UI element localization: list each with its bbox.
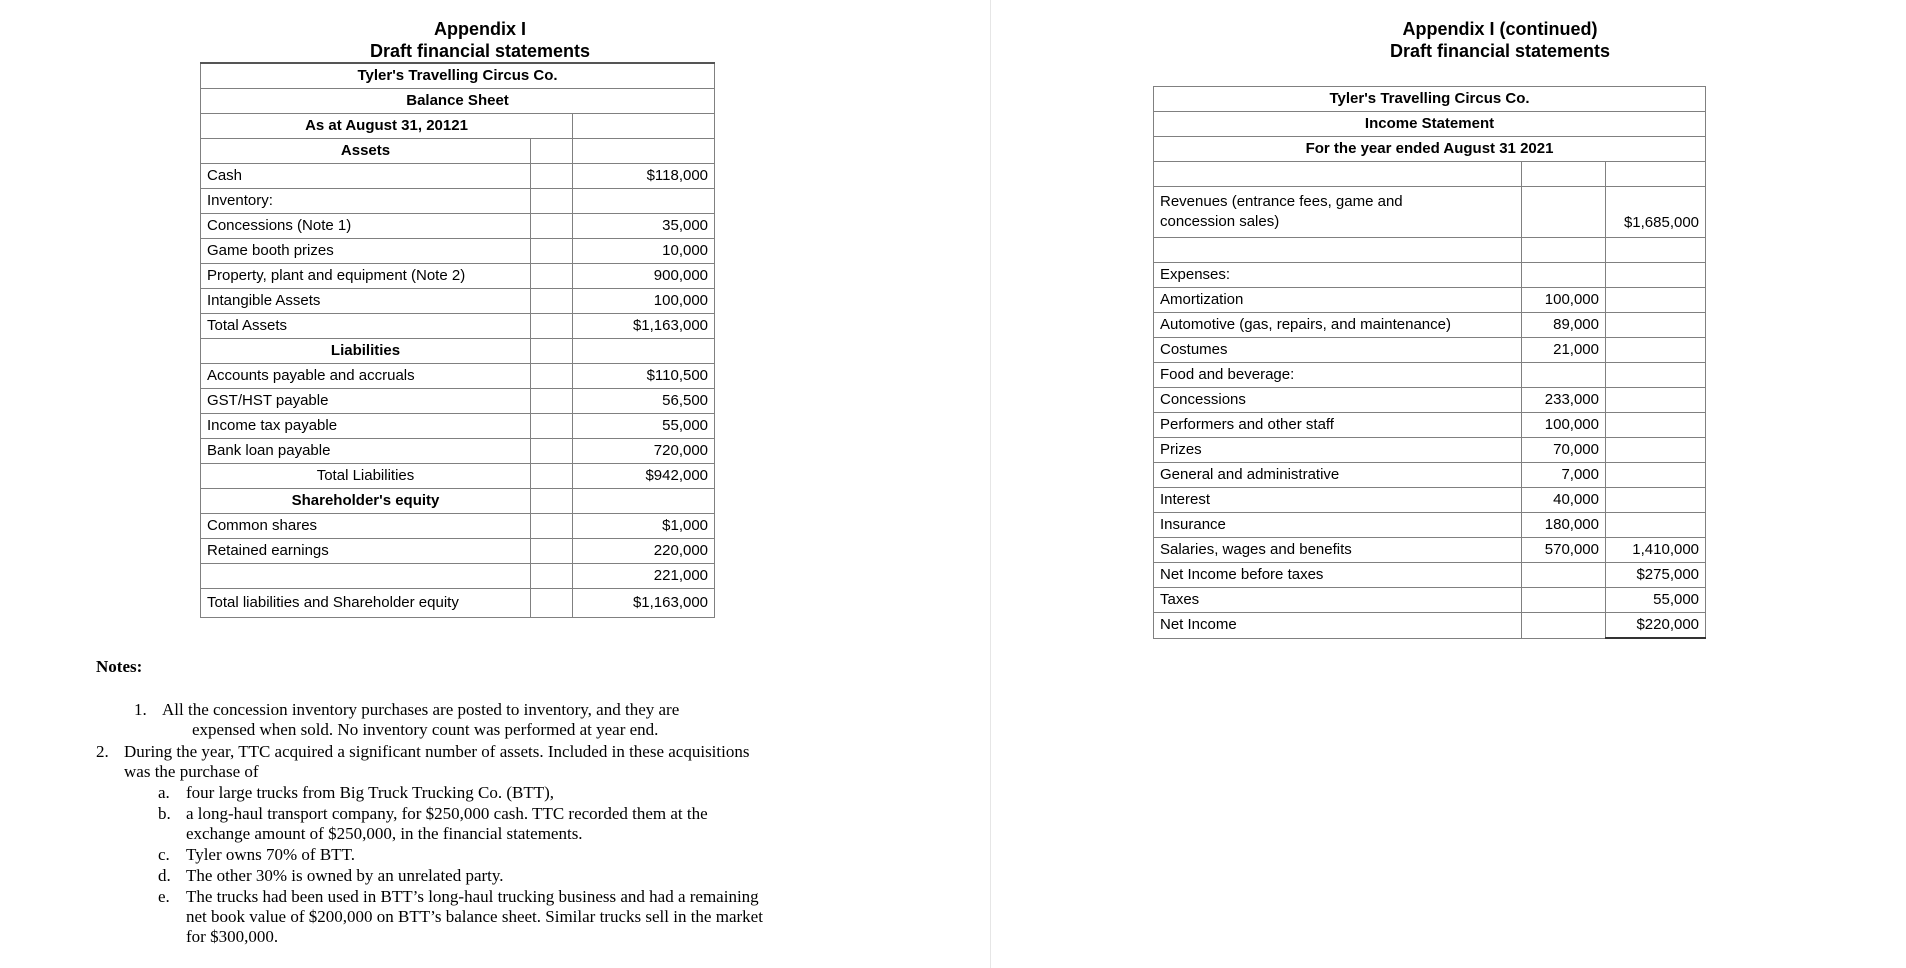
table-row: Cash $118,000 (201, 164, 715, 189)
table-row: Retained earnings 220,000 (201, 539, 715, 564)
table-row: GST/HST payable 56,500 (201, 389, 715, 414)
note-1-number: 1. (134, 700, 147, 719)
table-row: Prizes 70,000 (1154, 438, 1706, 463)
bs-total-le-value: $1,163,000 (573, 589, 715, 618)
note-2a-text: four large trucks from Big Truck Trucking Co. (BTT), (186, 783, 555, 802)
note-2d-label: d. (158, 866, 171, 885)
table-row: Amortization 100,000 (1154, 288, 1706, 313)
note-1-text: All the concession inventory purchases are posted to inventory, and they are (162, 700, 680, 719)
table-row: Total Assets $1,163,000 (201, 314, 715, 339)
note-2e-label: e. (158, 887, 170, 906)
appendix-subtitle: Draft financial statements (369, 41, 591, 61)
table-row: Inventory: (201, 189, 715, 214)
note-2-text: During the year, TTC acquired a significant number of assets. Included in these acquisitions (124, 742, 750, 761)
bs-statement: Balance Sheet (201, 89, 715, 114)
bs-total-liabilities-value: $942,000 (573, 464, 715, 489)
note-2c-label: c. (158, 845, 170, 864)
bs-assets-heading: Assets (201, 139, 531, 164)
revenue-value: $1,685,000 (1606, 187, 1706, 238)
appendix-title: Appendix I (continued) (1402, 19, 1598, 39)
bs-total-le-label: Total liabilities and Shareholder equity (201, 589, 531, 618)
income-statement-table (1153, 86, 1706, 639)
revenue-label: Revenues (entrance fees, game and (1160, 193, 1403, 210)
table-row: Game booth prizes 10,000 (201, 239, 715, 264)
table-row: Net Income before taxes $275,000 (1154, 563, 1706, 588)
table-row: Costumes 21,000 (1154, 338, 1706, 363)
table-row: Income tax payable 55,000 (201, 414, 715, 439)
table-row: Concessions 233,000 (1154, 388, 1706, 413)
table-row: Revenues (entrance fees, game and concession sales) $1,685,000 (1154, 187, 1706, 238)
bs-total-liabilities-label: Total Liabilities (201, 464, 531, 489)
note-1-text: expensed when sold. No inventory count was performed at year end. (192, 720, 659, 739)
note-2-number: 2. (96, 742, 109, 761)
appendix-subtitle: Draft financial statements (1389, 41, 1611, 61)
right-appendix-title (1330, 18, 1670, 62)
note-2d-text: The other 30% is owned by an unrelated party. (186, 866, 504, 885)
bs-liabilities-heading: Liabilities (201, 339, 531, 364)
table-row: Salaries, wages and benefits 570,000 1,410,000 (1154, 538, 1706, 563)
note-2b-label: b. (158, 804, 171, 823)
expenses-label: Expenses: (1154, 263, 1522, 288)
note-2e-text: net book value of $200,000 on BTT’s balance sheet. Similar trucks sell in the market (186, 907, 763, 926)
table-row: Net Income $220,000 (1154, 613, 1706, 639)
table-row: Property, plant and equipment (Note 2) 900,000 (201, 264, 715, 289)
table-row: Food and beverage: (1154, 363, 1706, 388)
notes-heading: Notes: (96, 657, 143, 676)
bs-company: Tyler's Travelling Circus Co. (201, 63, 715, 89)
table-row: Insurance 180,000 (1154, 513, 1706, 538)
table-row: Automotive (gas, repairs, and maintenance) 89,000 (1154, 313, 1706, 338)
table-row: Common shares $1,000 (201, 514, 715, 539)
table-row: Concessions (Note 1) 35,000 (201, 214, 715, 239)
note-2-text: was the purchase of (124, 762, 259, 781)
table-row: Performers and other staff 100,000 (1154, 413, 1706, 438)
note-2b-text: exchange amount of $250,000, in the financial statements. (186, 824, 583, 843)
table-row: General and administrative 7,000 (1154, 463, 1706, 488)
table-row: Accounts payable and accruals $110,500 (201, 364, 715, 389)
bs-equity-heading: Shareholder's equity (201, 489, 531, 514)
note-2e-text: for $300,000. (186, 927, 279, 946)
is-statement: Income Statement (1154, 112, 1706, 137)
table-row: Intangible Assets 100,000 (201, 289, 715, 314)
note-2c-text: Tyler owns 70% of BTT. (186, 845, 355, 864)
table-row: Bank loan payable 720,000 (201, 439, 715, 464)
is-period: For the year ended August 31 2021 (1154, 137, 1706, 162)
appendix-title: Appendix I (433, 19, 526, 39)
note-2a-label: a. (158, 783, 170, 802)
note-2e-text: The trucks had been used in BTT’s long-haul trucking business and had a remaining (186, 887, 759, 906)
table-row: Interest 40,000 (1154, 488, 1706, 513)
page-divider (990, 0, 991, 968)
is-company: Tyler's Travelling Circus Co. (1154, 87, 1706, 112)
bs-date: As at August 31, 20121 (201, 114, 573, 139)
note-2b-text: a long-haul transport company, for $250,000 cash. TTC recorded them at the (186, 804, 708, 823)
table-row: Taxes 55,000 (1154, 588, 1706, 613)
table-row: 221,000 (201, 564, 715, 589)
